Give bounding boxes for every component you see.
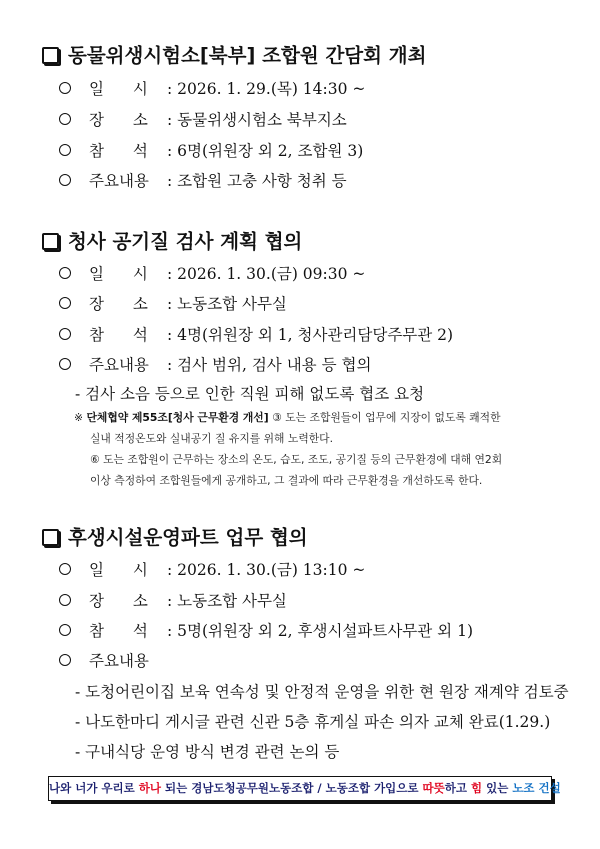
circle-bullet-icon <box>59 594 71 606</box>
slogan-text: 나와 너가 우리로 <box>49 781 139 795</box>
circle-bullet-icon <box>59 144 71 156</box>
sub-item: - 검사 소음 등으로 인한 직원 피해 없도록 협조 요청 <box>75 385 425 403</box>
list-item: 참 석 : 6명(위원장 외 2, 조합원 3) <box>59 139 363 161</box>
note-line-1: ※ 단체협약 제55조[청사 근무환경 개선] ③ 도는 조합원들이 업무에 지장이 없도록 쾌적한 <box>74 411 501 424</box>
note-line-4: 이상 측정하여 조합원들에게 공개하고, 그 결과에 따라 근무환경을 개선하도록 한다. <box>90 474 483 487</box>
list-item: 일 시 : 2026. 1. 29.(목) 14:30 ~ <box>59 77 365 99</box>
note-line-3: ⑥ 도는 조합원이 근무하는 장소의 온도, 습도, 조도, 공기질 등의 근무환경에 대해 연2회 <box>90 453 503 466</box>
slogan-text: 있는 <box>482 781 513 795</box>
slogan-text: 하고 <box>444 781 471 795</box>
list-item: 주요내용 <box>59 649 167 671</box>
list-item: 장 소 : 노동조합 사무실 <box>59 589 287 611</box>
checkbox-icon <box>42 233 59 250</box>
list-item: 참 석 : 4명(위원장 외 1, 청사관리담당주무관 2) <box>59 323 453 345</box>
list-item: 참 석 : 5명(위원장 외 2, 후생시설파트사무관 외 1) <box>59 619 473 641</box>
section-3-title: 후생시설운영파트 업무 협의 <box>42 522 308 550</box>
sub-item: - 나도한마디 게시글 관련 신관 5층 휴게실 파손 의자 교체 완료(1.29.) <box>75 713 551 731</box>
circle-bullet-icon <box>59 563 71 575</box>
section-1-title: 동물위생시험소[북부] 조합원 간담회 개최 <box>42 40 426 68</box>
circle-bullet-icon <box>59 174 71 186</box>
circle-bullet-icon <box>59 358 71 370</box>
circle-bullet-icon <box>59 328 71 340</box>
sub-item: - 구내식당 운영 방식 변경 관련 논의 등 <box>75 743 340 761</box>
section-2-title: 청사 공기질 검사 계획 협의 <box>42 226 302 254</box>
circle-bullet-icon <box>59 82 71 94</box>
sub-item: - 도청어린이집 보육 연속성 및 안정적 운영을 위한 현 원장 재계약 검토중 <box>75 683 569 701</box>
list-item: 장 소 : 동물위생시험소 북부지소 <box>59 108 347 130</box>
slogan-text: 되는 경남도청공무원노동조합 / 노동조합 가입으로 <box>161 781 423 795</box>
checkbox-icon <box>42 47 59 64</box>
circle-bullet-icon <box>59 624 71 636</box>
note-line-2: 실내 적정온도와 실내공기 질 유지를 위해 노력한다. <box>90 432 334 445</box>
circle-bullet-icon <box>59 113 71 125</box>
list-item: 일 시 : 2026. 1. 30.(금) 13:10 ~ <box>59 558 365 580</box>
slogan-highlight: 따뜻 <box>422 781 445 795</box>
circle-bullet-icon <box>59 297 71 309</box>
slogan-highlight: 하나 <box>138 781 161 795</box>
slogan-accent: 노조 건설 <box>512 781 561 795</box>
list-item: 주요내용 : 조합원 고충 사항 청취 등 <box>59 169 347 191</box>
list-item: 일 시 : 2026. 1. 30.(금) 09:30 ~ <box>59 262 365 284</box>
list-item: 장 소 : 노동조합 사무실 <box>59 292 287 314</box>
slogan-banner <box>48 776 561 801</box>
circle-bullet-icon <box>59 654 71 666</box>
list-item: 주요내용 : 검사 범위, 검사 내용 등 협의 <box>59 353 371 375</box>
circle-bullet-icon <box>59 267 71 279</box>
slogan-highlight: 힘 <box>470 781 483 795</box>
checkbox-icon <box>42 529 59 546</box>
